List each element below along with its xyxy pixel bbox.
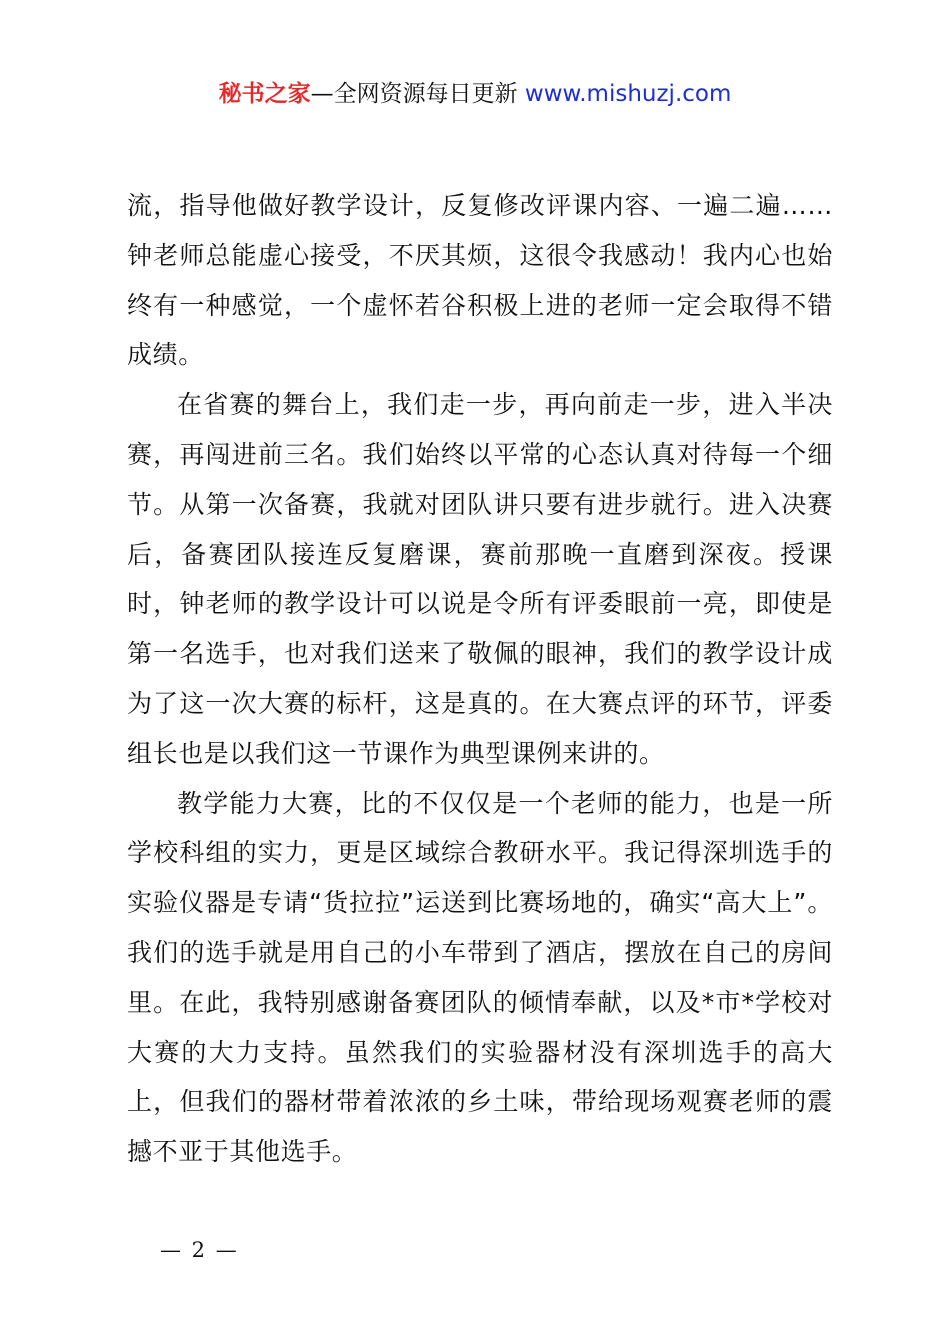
page-number: — 2 — (160, 1238, 239, 1262)
document-body (127, 181, 833, 1177)
page-header (0, 78, 950, 110)
paragraph-continued: 流，指导他做好教学设计，反复修改评课内容、一遍二遍……钟老师总能虚心接受，不厌其烦，这很令我感动！我内心也始终有一种感觉，一个虚怀若谷积极上进的老师一定会取得不错成绩。 (127, 191, 833, 370)
paragraph-teaching-competition: 教学能力大赛，比的不仅仅是一个老师的能力，也是一所学校科组的实力，更是区域综合教研水平。我记得深圳选手的实验仪器是专请“货拉拉”运送到比赛场地的，确实“高大上”。我们的选手就是用自己的小车带到了酒店，摆放在自己的房间里。在此，我特别感谢备赛团队的倾情奉献，以及*市*学校对大赛的大力支持。虽然我们的实验器材没有深圳选手的高大上，但我们的器材带着浓浓的乡土味，带给现场观赛老师的震撼不亚于其他选手。 (127, 788, 833, 1167)
brand-name: 秘书之家 (218, 81, 311, 107)
header-dash: — (310, 81, 334, 107)
header-slogan: 全网资源每日更新 (333, 81, 518, 107)
paragraph-provincial-contest: 在省赛的舞台上，我们走一步，再向前走一步，进入半决赛，再闯进前三名。我们始终以平常的心态认真对待每一个细节。从第一次备赛，我就对团队讲只要有进步就行。进入决赛后，备赛团队接连反复磨课，赛前那晚一直磨到深夜。授课时，钟老师的教学设计可以说是令所有评委眼前一亮，即使是第一名选手，也对我们送来了敬佩的眼神，我们的教学设计成为了这一次大赛的标杆，这是真的。在大赛点评的环节，评委组长也是以我们这一节课作为典型课例来讲的。 (127, 390, 833, 768)
site-url-link[interactable]: www.mishuzj.com (524, 81, 732, 107)
